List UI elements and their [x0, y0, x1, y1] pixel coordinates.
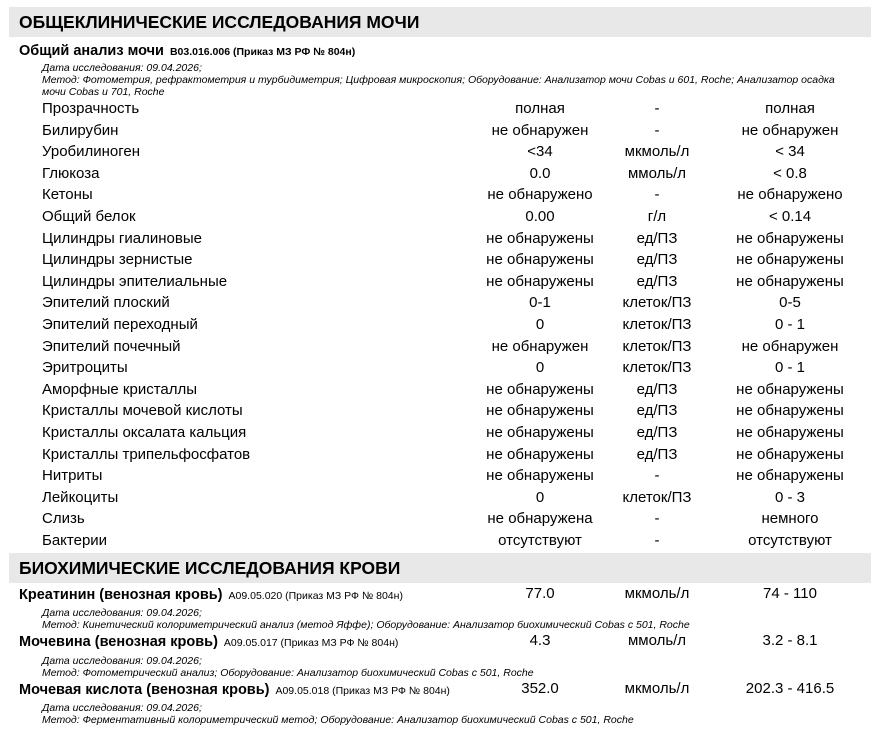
result-value: не обнаружен: [491, 337, 589, 355]
result-row: [0, 228, 887, 250]
result-unit: клеток/ПЗ: [622, 337, 692, 355]
result-unit: ед/ПЗ: [636, 272, 678, 290]
result-reference: не обнаружены: [736, 467, 844, 485]
result-reference: 0 - 1: [774, 316, 806, 333]
result-row: [0, 508, 887, 530]
result-name: Кристаллы мочевой кислоты: [42, 402, 243, 420]
result-row: [0, 249, 887, 271]
result-value: не обнаружен: [491, 121, 589, 139]
result-row: [0, 292, 887, 314]
result-row: [0, 487, 887, 509]
result-reference: не обнаружен: [741, 337, 839, 355]
result-row: [0, 271, 887, 293]
result-value: <34: [527, 143, 553, 161]
test-date: Дата исследования: 09.04.2026;: [42, 607, 202, 619]
test-date: Дата исследования: 09.04.2026;: [42, 62, 202, 74]
section-header-urine: ОБЩЕКЛИНИЧЕСКИЕ ИССЛЕДОВАНИЯ МОЧИ: [9, 7, 871, 37]
result-name: Цилиндры эпителиальные: [42, 272, 228, 290]
result-unit: мкмоль/л: [624, 143, 690, 161]
section-header-blood: БИОХИМИЧЕСКИЕ ИССЛЕДОВАНИЯ КРОВИ: [9, 553, 871, 583]
result-reference: 0-5: [779, 294, 801, 312]
result-reference: < 0.8: [773, 164, 807, 182]
result-name: Эритроциты: [42, 359, 128, 377]
result-value: не обнаружена: [487, 510, 593, 528]
result-unit: клеток/ПЗ: [622, 488, 692, 506]
result-reference: не обнаружено: [737, 186, 843, 204]
result-name: Общий белок: [42, 208, 136, 225]
result-reference: не обнаружены: [736, 229, 844, 247]
test-code: A09.05.017 (Приказ МЗ РФ № 804н): [223, 637, 399, 649]
result-name: Уробилиноген: [42, 143, 141, 161]
result-reference: 0 - 1: [774, 359, 806, 377]
result-reference: полная: [765, 100, 815, 117]
result-unit: мкмоль/л: [624, 585, 690, 602]
test-title-urinalysis: [19, 42, 355, 60]
result-reference: < 0.14: [768, 208, 812, 225]
result-value: не обнаружены: [486, 272, 594, 290]
result-unit: клеток/ПЗ: [622, 294, 692, 312]
result-name: Глюкоза: [42, 164, 100, 182]
result-unit: г/л: [647, 208, 667, 225]
result-row: [0, 379, 887, 401]
test-name: Мочевина (венозная кровь): [19, 634, 218, 650]
result-value: 352.0: [521, 680, 559, 697]
result-value: 77.0: [525, 585, 555, 602]
result-reference: не обнаружены: [736, 251, 844, 269]
result-row: [0, 314, 887, 336]
test-method: Метод: Ферментативный колориметрический метод; Оборудование: Анализатор биохимический Cobas с 501, Roche: [42, 714, 634, 726]
test-code: B03.016.006 (Приказ МЗ РФ № 804н): [169, 46, 356, 58]
result-name: Кристаллы трипельфосфатов: [42, 445, 251, 463]
result-value: не обнаружены: [486, 229, 594, 247]
result-value: 0.0: [529, 164, 551, 182]
result-unit: -: [654, 467, 660, 485]
test-date: Дата исследования: 09.04.2026;: [42, 655, 202, 667]
result-row: [0, 422, 887, 444]
result-name: Бактерии: [42, 532, 108, 549]
result-name: Эпителий плоский: [42, 294, 170, 312]
test-code: A09.05.018 (Приказ МЗ РФ № 804н): [275, 685, 450, 697]
result-value: 0: [535, 359, 545, 377]
result-row: [0, 184, 887, 206]
result-unit: ммоль/л: [627, 164, 687, 182]
result-value: не обнаружены: [486, 445, 594, 463]
result-name: Кристаллы оксалата кальция: [42, 424, 247, 441]
result-row: [0, 120, 887, 142]
result-reference: не обнаружены: [736, 402, 844, 420]
result-name: Нитриты: [42, 467, 103, 485]
result-unit: ммоль/л: [627, 632, 687, 649]
result-value: 0-1: [529, 294, 551, 312]
result-unit: клеток/ПЗ: [622, 359, 692, 377]
result-value: не обнаружено: [487, 186, 593, 204]
result-reference: не обнаружены: [736, 380, 844, 398]
result-unit: -: [654, 100, 660, 117]
result-value: не обнаружены: [486, 467, 594, 485]
result-name: Билирубин: [42, 121, 119, 139]
result-value: не обнаружены: [486, 251, 594, 269]
result-unit: ед/ПЗ: [636, 402, 678, 420]
test-name: Мочевая кислота (венозная кровь): [19, 682, 270, 698]
result-unit: -: [654, 532, 660, 549]
result-value: 0.00: [525, 208, 555, 225]
result-reference: не обнаружены: [736, 424, 844, 441]
result-value: 0: [535, 488, 545, 506]
result-unit: ед/ПЗ: [636, 424, 678, 441]
result-unit: -: [654, 186, 660, 204]
result-value: не обнаружены: [486, 402, 594, 420]
result-row: [0, 357, 887, 379]
result-name: Слизь: [42, 510, 85, 528]
result-name: Кетоны: [42, 186, 93, 204]
result-row: [0, 163, 887, 185]
result-name: Эпителий переходный: [42, 316, 198, 333]
result-value: не обнаружены: [486, 380, 594, 398]
test-method: Метод: Кинетический колориметрический анализ (метод Яффе); Оборудование: Анализатор биохимический Cobas с 501, Roche: [42, 619, 690, 631]
result-name: Цилиндры зернистые: [42, 251, 193, 269]
test-method: Метод: Фотометрический анализ; Оборудование: Анализатор биохимический Cobas с 501, Roche: [42, 667, 534, 679]
result-row: [0, 336, 887, 358]
result-reference: не обнаружены: [736, 445, 844, 463]
result-row: [0, 444, 887, 466]
test-title-urea: [19, 633, 398, 651]
test-name: Креатинин (венозная кровь): [19, 587, 223, 603]
result-value: не обнаружены: [486, 424, 594, 441]
result-name: Эпителий почечный: [42, 337, 181, 355]
result-row: [0, 465, 887, 487]
test-code: A09.05.020 (Приказ МЗ РФ № 804н): [228, 590, 403, 602]
test-name: Общий анализ мочи: [19, 43, 164, 59]
result-reference: не обнаружен: [741, 121, 839, 139]
result-row: [0, 98, 887, 120]
result-reference: 0 - 3: [774, 488, 806, 506]
result-reference: 3.2 - 8.1: [762, 632, 818, 649]
result-unit: ед/ПЗ: [636, 251, 678, 269]
result-row: [0, 206, 887, 228]
result-reference: < 34: [775, 143, 805, 161]
result-reference: не обнаружены: [736, 272, 844, 290]
test-title-uric-acid: [19, 681, 450, 699]
result-row: [0, 141, 887, 163]
result-value: полная: [515, 100, 565, 117]
result-reference: 202.3 - 416.5: [745, 680, 835, 697]
result-value: отсутствуют: [498, 532, 582, 549]
result-name: Цилиндры гиалиновые: [42, 229, 202, 247]
result-unit: -: [654, 510, 660, 528]
result-unit: мкмоль/л: [624, 680, 690, 697]
test-title-creatinine: [19, 586, 403, 604]
result-unit: -: [654, 121, 660, 139]
test-date: Дата исследования: 09.04.2026;: [42, 702, 202, 714]
result-unit: ед/ПЗ: [636, 380, 678, 398]
result-name: Аморфные кристаллы: [42, 380, 198, 398]
result-unit: ед/ПЗ: [636, 445, 678, 463]
result-name: Прозрачность: [42, 100, 140, 117]
result-row: [0, 400, 887, 422]
result-value: 4.3: [529, 632, 551, 649]
result-unit: клеток/ПЗ: [622, 316, 692, 333]
test-method: Метод: Фотометрия, рефрактометрия и турбидиметрия; Цифровая микроскопия; Оборудование: Анализатор мочи Cobas u 601, Roche; Анализатор осадка мочи Cobas u 701, Roche: [42, 74, 835, 98]
result-reference: 74 - 110: [763, 585, 817, 602]
result-reference: немного: [761, 510, 819, 528]
result-value: 0: [535, 316, 545, 333]
result-unit: ед/ПЗ: [636, 229, 678, 247]
result-name: Лейкоциты: [42, 488, 119, 506]
result-reference: отсутствуют: [748, 532, 832, 549]
result-row: [0, 530, 887, 552]
